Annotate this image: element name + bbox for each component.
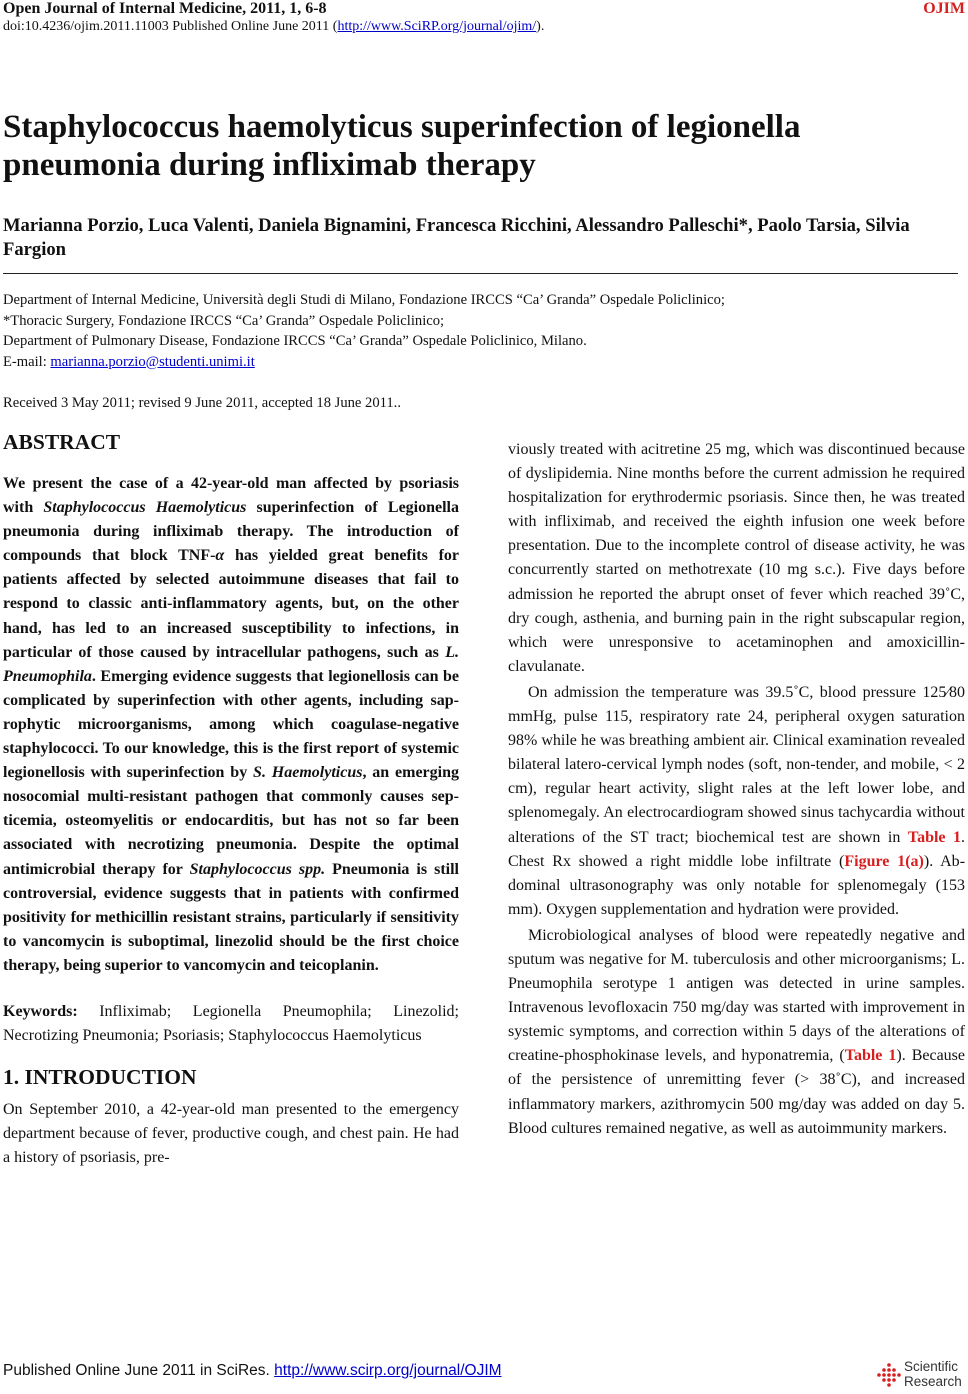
publisher-wordmark-line: Scientific bbox=[904, 1359, 959, 1374]
publisher-wordmark-line: Research bbox=[904, 1374, 962, 1389]
paragraph bbox=[508, 681, 965, 922]
logo-dot bbox=[887, 1373, 891, 1377]
table-reference[interactable]: Table 1 bbox=[844, 1047, 897, 1065]
paper-title: Staphylococcus haemolyticus superinfection of legionella pneumonia during infliximab therapy bbox=[3, 109, 801, 183]
text-run: Microbiological analyses of blood were repeatedly negative and sputum was negative for M. tuberculosis and other microorganisms; L. Pneumophila serotype 1 antigen was detected in urine samples. Intravenous levofloxacin 750 mg/day was started with improvement in systemic symptoms, and correction within 5 days of the alterations of creatine-phosphokinase levels, and hyponatremia, ( bbox=[508, 926, 965, 1065]
abstract-part: superinfection of Legionella pneumonia during infliximab therapy. The introduction of compounds that block TNF- bbox=[3, 499, 460, 565]
body-text bbox=[508, 438, 965, 1141]
footer-text: Published Online June 2011 in SciRes. bbox=[3, 1362, 275, 1379]
introduction-text bbox=[3, 1098, 459, 1170]
footer bbox=[3, 1362, 502, 1380]
logo-dot bbox=[882, 1378, 886, 1382]
publisher-logo bbox=[876, 1357, 968, 1393]
logo-dot bbox=[892, 1378, 896, 1382]
abstract-part: , an emerging nosocomial multi-resistant pathogen that commonly causes septicemia, osteomyelitis or endocarditis, but has not so far been associated with necrotizing pneumonia. Despite the optimal antimicrobial therapy for bbox=[3, 764, 460, 878]
paragraph bbox=[508, 924, 965, 1141]
email-label: E-mail: bbox=[3, 353, 51, 370]
left-column bbox=[3, 430, 459, 1170]
logo-dot bbox=[887, 1368, 891, 1372]
journal-abbreviation: OJIM bbox=[923, 0, 965, 17]
text-run: ). Because of the persistence of unremitting fever (> 38˚C), and increased inflammatory markers, azithromycin 500 mg/day was added on day 5. Blood cultures remained negative, as well as autoimmunity markers. bbox=[508, 1047, 965, 1137]
email-link[interactable]: marianna.porzio@studenti.unimi.it bbox=[50, 353, 255, 370]
author-list: Marianna Porzio, Luca Valenti, Daniela Bignamini, Francesca Ricchini, Alessandro Palleschi*, Paolo Tarsia, Silvia Fargion bbox=[3, 215, 910, 260]
keywords-label: Keywords: bbox=[3, 1002, 78, 1020]
logo-dot bbox=[892, 1373, 896, 1377]
abstract-heading: ABSTRACT bbox=[3, 430, 121, 454]
logo-dot bbox=[887, 1383, 891, 1387]
publisher-wordmark bbox=[904, 1359, 962, 1389]
doi-text: doi:10.4236/ojim.2011.11003 Published Online June 2011 ( bbox=[3, 19, 338, 34]
footer-link[interactable]: http://www.scirp.org/journal/OJIM bbox=[274, 1362, 502, 1379]
right-column bbox=[508, 438, 965, 1141]
email-line bbox=[3, 352, 953, 373]
logo-dot bbox=[887, 1378, 891, 1382]
table-reference[interactable]: Table 1 bbox=[907, 828, 961, 846]
logo-dot bbox=[882, 1373, 886, 1377]
logo-dot bbox=[887, 1363, 891, 1367]
journal-link[interactable]: http://www.SciRP.org/journal/ojim/ bbox=[337, 19, 537, 34]
paragraph: On September 2010, a 42-year-old man presented to the emergency department because of fever, productive cough, and chest pain. He had a history of psoriasis, pre- bbox=[3, 1100, 459, 1167]
alpha-symbol: α bbox=[215, 547, 225, 565]
abstract-italic: L. Pneumophila bbox=[3, 643, 459, 685]
text-run: . Chest Rx showed a right middle lobe infiltrate ( bbox=[508, 828, 965, 870]
abstract-part: We present the case of a 42-year-old man affected by psoriasis with bbox=[3, 475, 459, 517]
text-run: ). Abdominal ultrasonography was only notable for splenomegaly (153 mm). Oxygen supplementation and hydration were provided. bbox=[508, 852, 966, 918]
logo-dot bbox=[897, 1373, 901, 1377]
affiliation-line: *Thoracic Surgery, Fondazione IRCCS “Ca’ Granda” Ospedale Policlinico; bbox=[3, 312, 445, 329]
abstract-part: . Emerging evidence suggests that legionellosis can be complicated by superinfection with other agents, including saprophytic microorganisms, among which coagulase-negative staphylococci. To our knowledge, this is the first report of systemic legionellosis with superinfection by bbox=[3, 667, 459, 782]
keywords-text: Infliximab; Legionella Pneumophila; Linezolid; Necrotizing Pneumonia; Psoriasis; Staphylococcus Haemolyticus bbox=[3, 1002, 459, 1044]
affiliation-line: Department of Internal Medicine, Università degli Studi di Milano, Fondazione IRCCS “Ca’ Granda” Ospedale Policlinico; bbox=[3, 292, 725, 308]
affiliation-line: Department of Pulmonary Disease, Fondazione IRCCS “Ca’ Granda” Ospedale Policlinico, Milano. bbox=[3, 333, 587, 349]
logo-dot bbox=[877, 1373, 881, 1377]
affiliations bbox=[3, 290, 953, 372]
logo-dot bbox=[892, 1368, 896, 1372]
abstract-text bbox=[3, 472, 459, 978]
abstract-italic: Staphylococcus spp. bbox=[189, 860, 326, 878]
scientific-research-logo-icon bbox=[876, 1363, 902, 1389]
abstract-part: Pneumonia is still controversial, evidence suggests that in patients with confirmed positivity for methicillin resistant strains, particularly if sensitivity to vancomycin is suboptimal, linezolid should be the first choice therapy, being superior to vancomycin and teicoplanin. bbox=[3, 860, 459, 974]
doi-line bbox=[3, 19, 544, 35]
abstract-italic: Staphylococcus Haemolyticus bbox=[43, 499, 247, 517]
abstract-italic: S. Haemolyticus bbox=[253, 764, 363, 782]
introduction-heading: 1. INTRODUCTION bbox=[3, 1064, 197, 1089]
journal-header bbox=[3, 0, 965, 20]
received-dates: Received 3 May 2011; revised 9 June 2011, accepted 18 June 2011.. bbox=[3, 395, 401, 411]
figure-reference[interactable]: Figure 1(a) bbox=[844, 852, 924, 870]
paragraph: viously treated with acitretine 25 mg, which was discontinued because of dyslipidemia. Nine months before the current admission he required hospitalization for erythrodermic psoriasis. Since then, he was treated with infliximab, and received the eighth infusion one week before presentation. Due to the incomplete control of disease activity, he was concurrently started on methotrexate (10 mg s.c.). Five days before admission he reported the abrupt onset of fever which reached 39˚C, dry cough, asthenia, and burning pain in the right subscapular region, which were unresponsive to acetaminophen and amoxicillin-clavulanate. bbox=[508, 441, 965, 675]
text-run: On admission the temperature was 39.5˚C, blood pressure 125⁄80 mmHg, pulse 115, respiratory rate 24, peripheral oxygen saturation 98% while he was breathing ambient air. Clinical examination revealed bilateral latero-cervical lymph nodes (soft, non-tender, and mobile, < 2 cm), regular heart activity, slight rales at the left lower lobe, and splenomegaly. An electrocardiogram showed sinus tachycardia without alterations of the ST tract; biochemical test are shown in bbox=[508, 683, 965, 846]
abstract-part: has yielded great benefits for patients affected by selected autoimmune diseases that fail to respond to classic anti-inflammatory agents, but, on the other hand, has led to an increased susceptibility to infections, in particular of those caused by intracellular pathogens, such as bbox=[3, 547, 460, 661]
journal-name: Open Journal of Internal Medicine, 2011, 1, 6-8 bbox=[3, 0, 327, 17]
doi-suffix: ). bbox=[536, 19, 545, 34]
keywords bbox=[3, 1000, 459, 1048]
header-divider bbox=[3, 273, 958, 274]
logo-dot bbox=[882, 1368, 886, 1372]
